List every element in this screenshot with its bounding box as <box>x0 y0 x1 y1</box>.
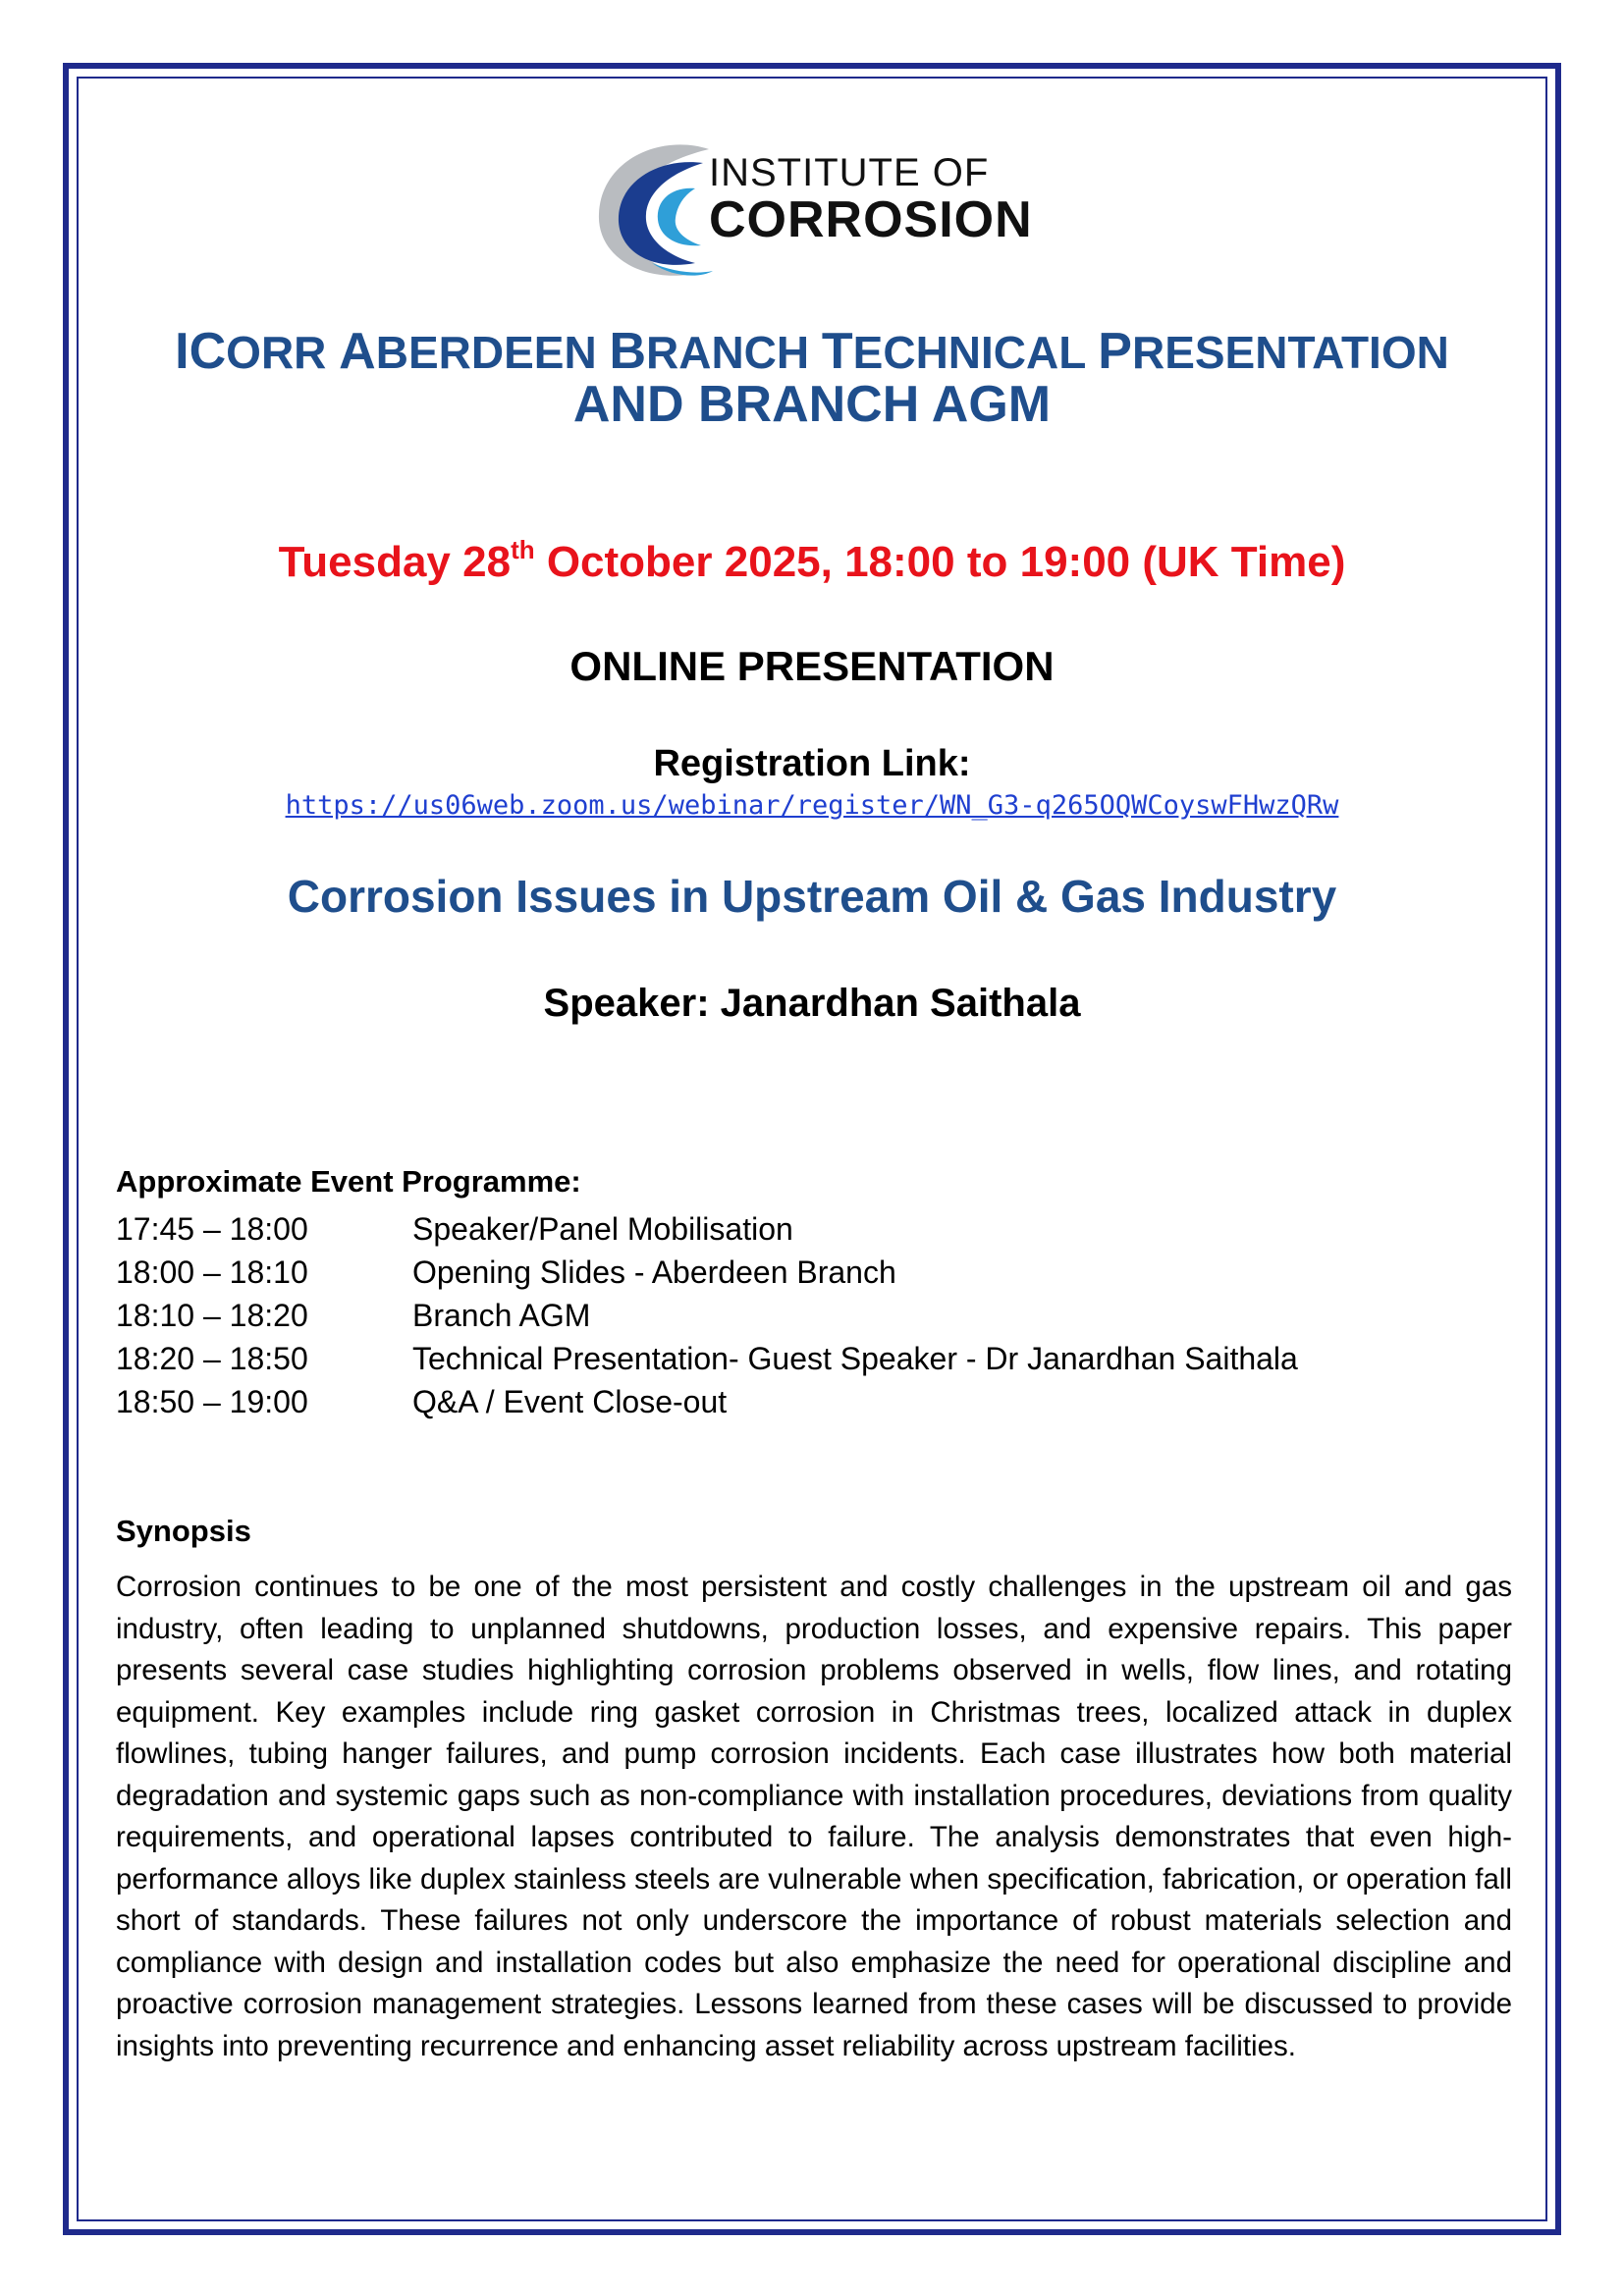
logo-line-2: CORROSION <box>709 191 1033 248</box>
programme-row: 18:20 – 18:50 Technical Presentation- Guest Speaker - Dr Janardhan Saithala <box>116 1341 1298 1376</box>
registration-link[interactable]: https://us06web.zoom.us/webinar/register/WN_G3-q265OQWCoyswFHwzQRw <box>285 790 1339 821</box>
speaker-name: Speaker: Janardhan Saithala <box>543 982 1081 1025</box>
programme-row: 18:00 – 18:10 Opening Slides - Aberdeen Branch <box>116 1255 896 1290</box>
synopsis-body: Corrosion continues to be one of the most persistent and costly challenges in the upstream oil and gas industry, often leading to unplanned shutdowns, production losses, and expensive repairs. This paper presents several case studies highlighting corrosion problems observed in wells, flow lines, and rotating equipment. Key examples include ring gasket corrosion in Christmas trees, localized attack in duplex flowlines, tubing hanger failures, and pump corrosion incidents. Each case illustrates how both material degradation and systemic gaps such as non-compliance with installation procedures, deviations from quality requirements, and operational lapses contributed to failure. The analysis demonstrates that even high-performance alloys like duplex stainless steels are vulnerable when specification, fabrication, or operation fall short of standards. These failures not only underscore the importance of robust materials selection and compliance with design and installation codes but also emphasize the need for operational discipline and proactive corrosion management strategies. Lessons learned from these cases will be discussed to provide insights into preventing recurrence and enhancing asset reliability across upstream facilities. <box>116 1571 1512 2062</box>
programme-row: 18:10 – 18:20 Branch AGM <box>116 1298 591 1333</box>
programme-title: Approximate Event Programme: <box>116 1164 581 1199</box>
event-date: Tuesday 28th October 2025, 18:00 to 19:00 (UK Time) <box>278 535 1346 586</box>
registration-label: Registration Link: <box>653 743 971 784</box>
event-title-line-2: AND BRANCH AGM <box>572 376 1052 433</box>
talk-title: Corrosion Issues in Upstream Oil & Gas Industry <box>287 871 1337 922</box>
event-programme <box>116 1164 1298 1423</box>
synopsis-title: Synopsis <box>116 1514 251 1548</box>
event-format: ONLINE PRESENTATION <box>569 643 1055 689</box>
programme-row: 17:45 – 18:00 Speaker/Panel Mobilisation <box>116 1211 793 1247</box>
logo-line-1: INSTITUTE OF <box>709 151 990 194</box>
swirl-logo-icon <box>593 137 721 285</box>
event-title-line-1: ICORR ABERDEEN BRANCH TECHNICAL PRESENTATION <box>175 323 1449 380</box>
programme-row: 18:50 – 19:00 Q&A / Event Close-out <box>116 1384 728 1419</box>
institute-of-corrosion-logo <box>593 137 1033 285</box>
